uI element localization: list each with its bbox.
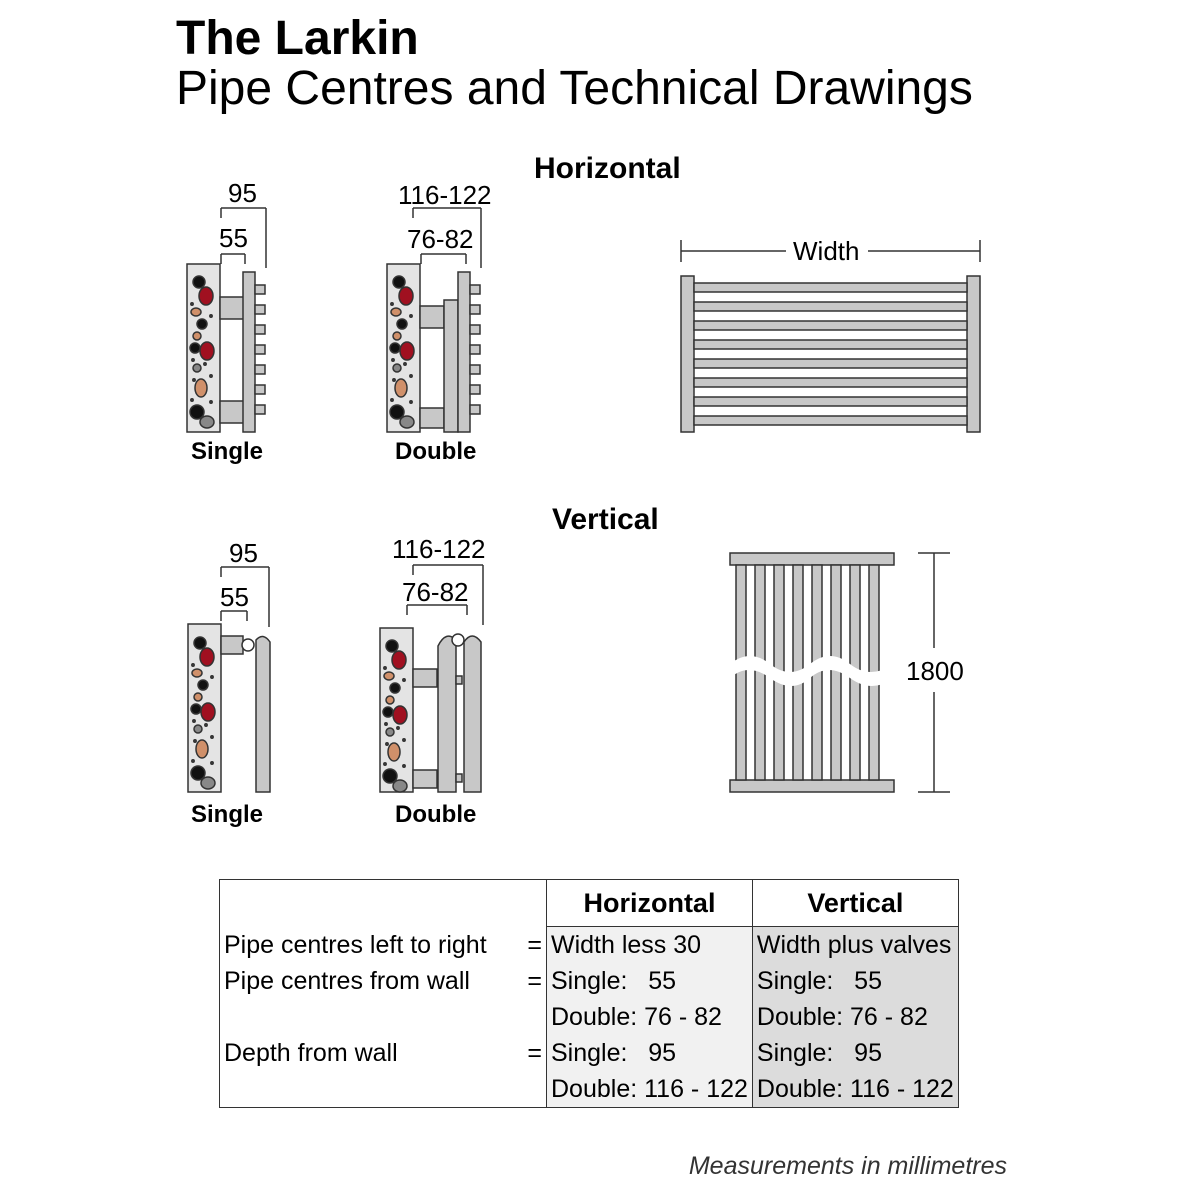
v-line: Single: 95 bbox=[756, 1039, 882, 1067]
row-label bbox=[220, 927, 547, 964]
vertical-radiator-drawing bbox=[730, 553, 950, 792]
row-eq: = bbox=[527, 930, 542, 959]
vertical-heading: Vertical bbox=[552, 503, 659, 536]
v-single-drawing bbox=[188, 567, 270, 792]
v-double-drawing bbox=[380, 565, 483, 792]
table-row bbox=[220, 963, 959, 1035]
h-line: Double: 76 - 82 bbox=[551, 1003, 722, 1031]
h-single-label: Single bbox=[191, 438, 264, 465]
v-cell bbox=[752, 1035, 958, 1108]
v-cell bbox=[752, 963, 958, 1035]
table-row bbox=[220, 927, 959, 964]
h-line: Single: 95 bbox=[551, 1039, 677, 1067]
v-double-depth-label: 116-122 bbox=[392, 534, 486, 564]
row-label bbox=[220, 963, 547, 1035]
page-title: The Larkin bbox=[176, 12, 419, 65]
h-double-depth-label: 116-122 bbox=[398, 180, 492, 210]
col-horizontal: Horizontal bbox=[547, 880, 753, 927]
v-single-centre-label: 55 bbox=[220, 582, 249, 612]
h-line: Double: 116 - 122 bbox=[551, 1075, 748, 1103]
row-label-text: Depth from wall bbox=[224, 1039, 398, 1067]
h-double-centre-label: 76-82 bbox=[407, 224, 474, 254]
h-single-depth-label: 95 bbox=[228, 178, 257, 208]
horizontal-heading: Horizontal bbox=[534, 152, 681, 185]
spec-table bbox=[219, 879, 959, 1108]
v-single-label: Single bbox=[191, 801, 264, 828]
page-subtitle: Pipe Centres and Technical Drawings bbox=[176, 62, 973, 115]
row-eq: = bbox=[527, 967, 542, 995]
row-label-text: Pipe centres left to right bbox=[224, 930, 487, 959]
h-cell bbox=[547, 963, 753, 1035]
table-header-row bbox=[220, 880, 959, 927]
row-eq: = bbox=[527, 1039, 542, 1067]
h-double-drawing bbox=[387, 208, 481, 432]
v-line: Single: 55 bbox=[756, 967, 882, 995]
height-label: 1800 bbox=[906, 656, 964, 686]
col-vertical: Vertical bbox=[752, 880, 958, 927]
footer-note: Measurements in millimetres bbox=[688, 1152, 1007, 1180]
horizontal-radiator-drawing bbox=[681, 240, 980, 432]
table-row bbox=[220, 1035, 959, 1108]
v-single-depth-label: 95 bbox=[229, 538, 258, 568]
v-double-label: Double bbox=[395, 801, 477, 828]
h-single-drawing bbox=[187, 208, 266, 432]
v-line: Double: 76 - 82 bbox=[756, 1003, 928, 1031]
v-double-centre-label: 76-82 bbox=[402, 577, 469, 607]
row-label bbox=[220, 1035, 547, 1108]
h-double-label: Double bbox=[395, 438, 477, 465]
table-corner bbox=[220, 880, 547, 927]
width-label: Width bbox=[793, 236, 860, 266]
v-cell: Width plus valves bbox=[752, 927, 958, 964]
h-cell bbox=[547, 1035, 753, 1108]
v-line: Double: 116 - 122 bbox=[756, 1075, 954, 1103]
h-cell: Width less 30 bbox=[547, 927, 753, 964]
row-label-text: Pipe centres from wall bbox=[224, 967, 470, 995]
h-single-centre-label: 55 bbox=[219, 223, 248, 253]
h-line: Single: 55 bbox=[551, 967, 677, 995]
